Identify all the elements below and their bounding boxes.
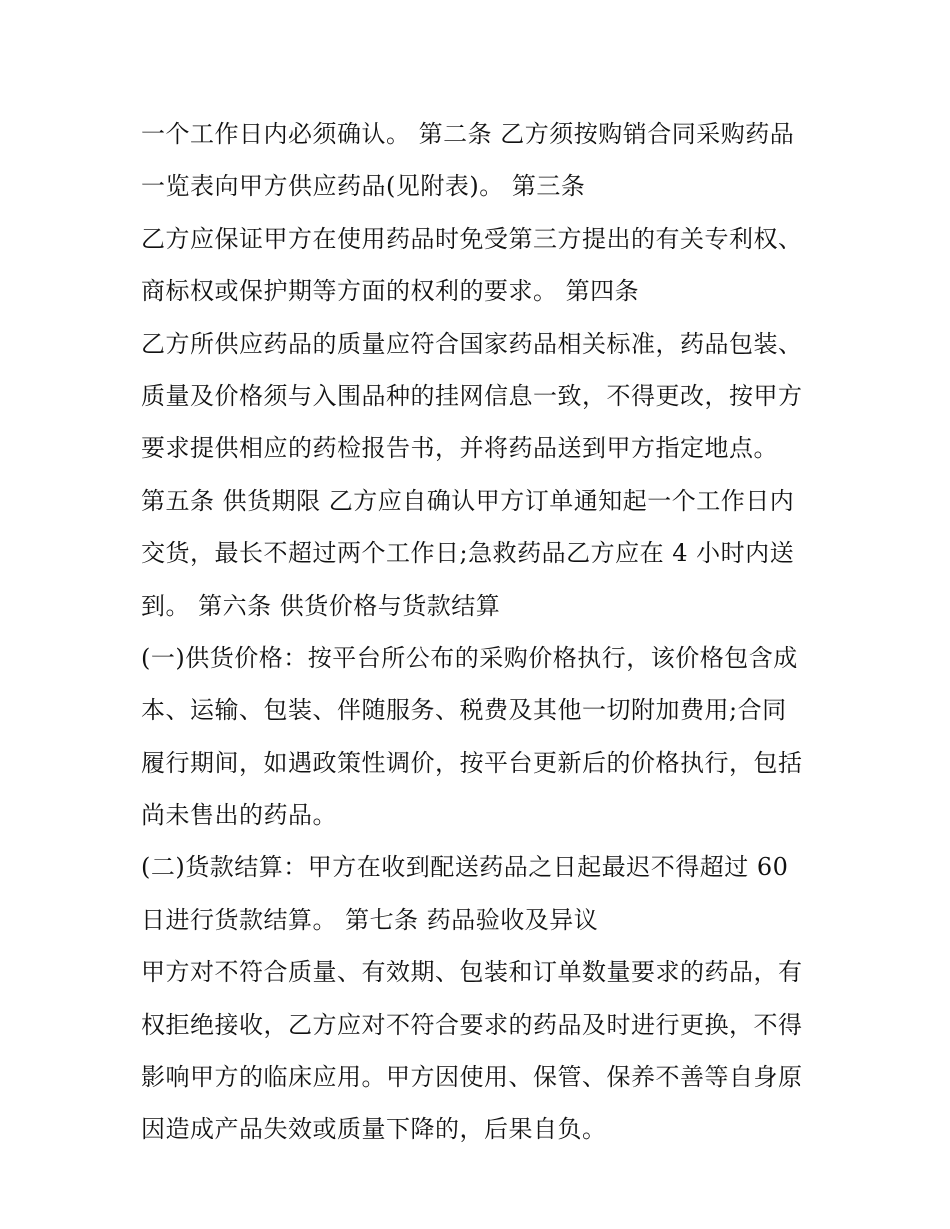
text-line: 要求提供相应的药检报告书，并将药品送到甲方指定地点。 [141, 434, 778, 463]
text-line: 日进行货款结算。 第七条 药品验收及异议 [141, 905, 599, 934]
text-line: 甲方对不符合质量、有效期、包装和订单数量要求的药品，有 [141, 958, 803, 987]
contract-text-body [141, 108, 831, 1156]
text-line: (一)供货价格：按平台所公布的采购价格执行，该价格包含成 [141, 643, 798, 672]
text-line: 第五条 供货期限 乙方应自确认甲方订单通知起一个工作日内 [141, 486, 795, 515]
text-line: 权拒绝接收，乙方应对不符合要求的药品及时进行更换，不得 [141, 1010, 803, 1039]
text-line: 一个工作日内必须确认。 第二条 乙方须按购销合同采购药品 [141, 120, 795, 148]
text-line: 商标权或保护期等方面的权利的要求。 第四条 [141, 277, 640, 306]
text-line: 乙方应保证甲方在使用药品时免受第三方提出的有关专利权、 [141, 224, 803, 253]
text-line: (二)货款结算：甲方在收到配送药品之日起最迟不得超过 60 [141, 853, 789, 882]
text-line: 本、运输、包装、伴随服务、税费及其他一切附加费用;合同 [141, 696, 787, 725]
text-line: 乙方所供应药品的质量应符合国家药品相关标准，药品包装、 [141, 329, 803, 358]
text-line: 质量及价格须与入围品种的挂网信息一致，不得更改，按甲方 [141, 381, 803, 410]
text-line: 一览表向甲方供应药品(见附表)。 第三条 [141, 172, 586, 201]
text-line: 交货，最长不超过两个工作日;急救药品乙方应在 4 小时内送 [141, 539, 795, 568]
text-line: 尚未售出的药品。 [141, 801, 337, 830]
text-line: 履行期间，如遇政策性调价，按平台更新后的价格执行，包括 [141, 748, 803, 777]
text-line: 到。 第六条 供货价格与货款结算 [141, 591, 501, 620]
text-line: 因造成产品失效或质量下降的，后果自负。 [141, 1115, 607, 1144]
text-line: 影响甲方的临床应用。甲方因使用、保管、保养不善等自身原 [141, 1063, 803, 1092]
